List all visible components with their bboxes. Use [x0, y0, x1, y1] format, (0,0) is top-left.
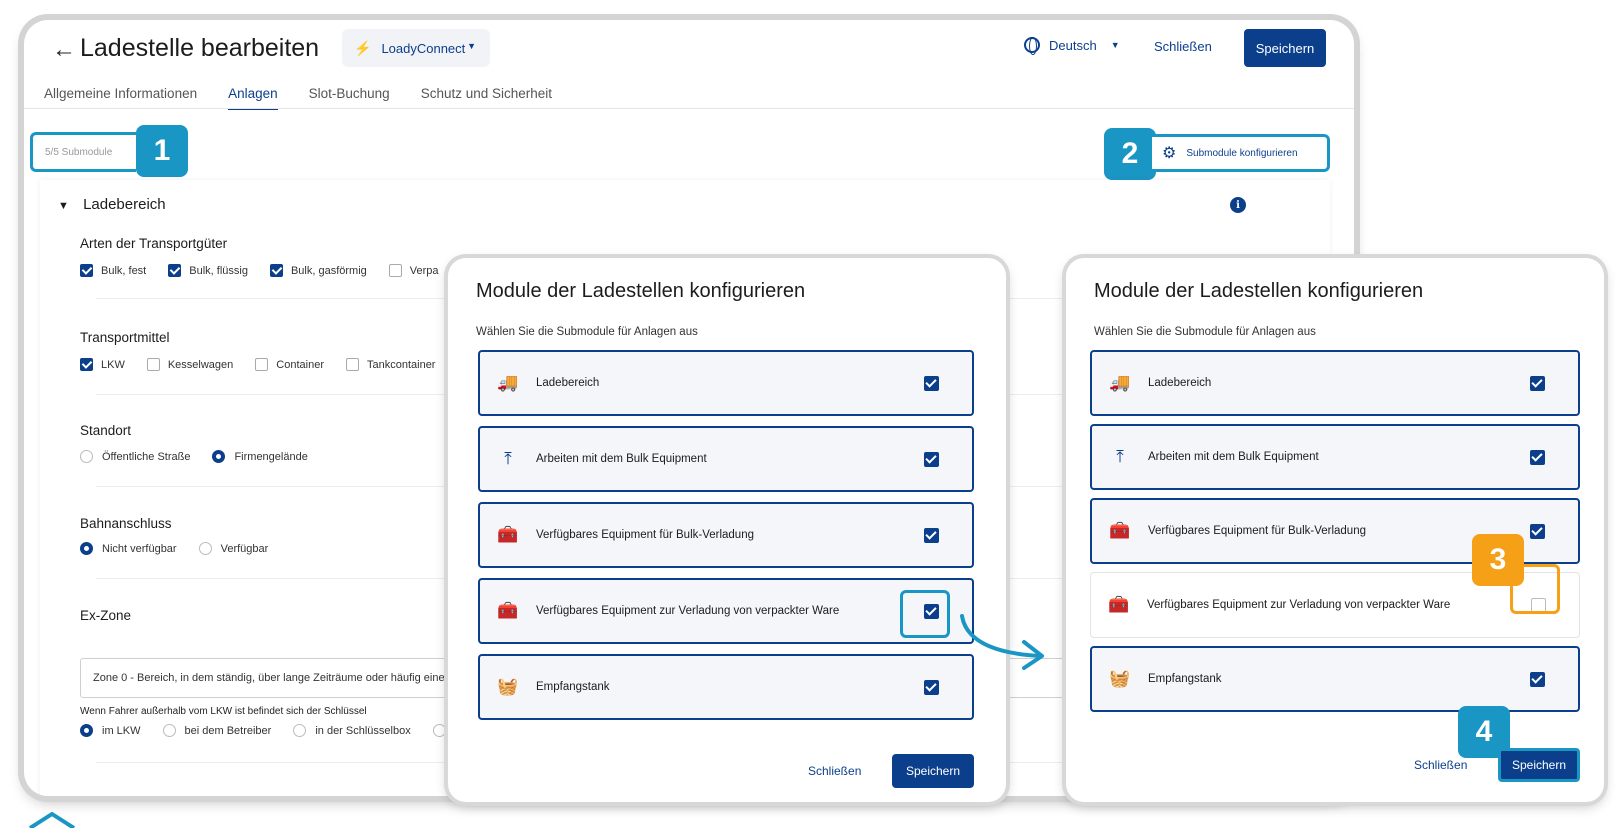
rail-option[interactable]	[80, 542, 177, 555]
save-button[interactable]: Speichern	[1244, 29, 1326, 67]
module-checkbox[interactable]	[1530, 672, 1545, 687]
logo-icon	[28, 812, 76, 828]
module-checkbox[interactable]	[1530, 524, 1545, 539]
module-label: Verfügbares Equipment für Bulk-Verladung	[536, 529, 754, 541]
module-item-receiving-tank[interactable]	[478, 654, 974, 720]
module-item-bulk-equipment[interactable]	[478, 426, 974, 492]
location-option[interactable]	[212, 450, 307, 463]
section-header[interactable]	[58, 196, 166, 213]
option-label: Bulk, gasförmig	[290, 264, 367, 277]
option-label: Tankcontainer	[366, 358, 436, 371]
module-item-ladebereich[interactable]	[478, 350, 974, 416]
location-title: Standort	[80, 423, 132, 438]
truck-icon: 🚚	[497, 373, 519, 392]
transport-option[interactable]	[255, 358, 324, 371]
option-label: Bulk, flüssig	[189, 264, 248, 277]
tab-anlagen[interactable]: Anlagen	[228, 82, 278, 122]
option-label: bei dem Betreiber	[184, 724, 272, 737]
configure-label: Submodule konfigurieren	[1186, 147, 1298, 159]
transport-option[interactable]	[147, 358, 233, 371]
module-label: Arbeiten mit dem Bulk Equipment	[1148, 451, 1319, 463]
module-label: Ladebereich	[536, 377, 600, 389]
transport-option[interactable]	[346, 358, 436, 371]
tab-slot-booking[interactable]: Slot-Buchung	[308, 86, 390, 101]
app-switcher[interactable]	[342, 29, 490, 67]
highlight-box	[1510, 564, 1560, 614]
caret-down-icon: ▼	[467, 41, 476, 51]
radio[interactable]	[80, 542, 93, 555]
tab-bar	[44, 82, 583, 122]
step-badge-4: 4	[1458, 706, 1510, 758]
info-icon[interactable]: i	[1230, 197, 1246, 213]
checkbox[interactable]	[80, 264, 93, 277]
tab-general[interactable]: Allgemeine Informationen	[44, 86, 198, 101]
option-label: Verfügbar	[220, 542, 269, 555]
option-label: Firmengelände	[234, 450, 308, 463]
checkbox[interactable]	[80, 358, 93, 371]
transport-options	[80, 358, 457, 371]
module-checkbox[interactable]	[924, 528, 939, 543]
modal-close-button[interactable]: Schließen	[1414, 758, 1468, 772]
key-options	[80, 724, 477, 737]
goods-options	[80, 264, 461, 277]
rail-title: Bahnanschluss	[80, 516, 172, 531]
key-option[interactable]	[293, 724, 410, 737]
module-checkbox[interactable]	[924, 452, 939, 467]
option-label: LKW	[101, 358, 125, 371]
checkbox[interactable]	[255, 358, 268, 371]
radio[interactable]	[80, 724, 93, 737]
exzone-select[interactable]: Zone 0 - Bereich, in dem ständig, über lange Zeiträume oder häufig eine	[80, 658, 1260, 698]
toolbox-icon: 🧰	[1109, 521, 1131, 540]
chevron-down-icon: ▼	[58, 200, 69, 212]
goods-option[interactable]	[80, 264, 146, 277]
modal-save-button[interactable]: Speichern	[1498, 748, 1580, 782]
module-item-ladebereich[interactable]	[1090, 350, 1580, 416]
toolbox-icon: 🧰	[497, 601, 519, 620]
language-selector[interactable]	[1024, 37, 1120, 53]
modal-title: Module der Ladestellen konfigurieren	[476, 280, 806, 302]
module-item-bulk-equipment[interactable]	[1090, 424, 1580, 490]
checkbox[interactable]	[389, 264, 402, 277]
module-item-receiving-tank[interactable]	[1090, 646, 1580, 712]
tab-safety[interactable]: Schutz und Sicherheit	[420, 86, 553, 101]
option-label: Bulk, fest	[101, 264, 147, 277]
transport-option[interactable]	[80, 358, 125, 371]
module-checkbox[interactable]	[924, 376, 939, 391]
toolbox-icon: 🧰	[1108, 595, 1130, 614]
globe-icon	[1024, 37, 1040, 53]
upload-icon: ⤒	[1116, 447, 1124, 466]
goods-option[interactable]	[168, 264, 248, 277]
radio[interactable]	[163, 724, 176, 737]
tab-divider	[24, 108, 1354, 109]
modal-subtitle: Wählen Sie die Submodule für Anlagen aus	[476, 326, 698, 338]
key-location-label: Wenn Fahrer außerhalb vom LKW ist befindet sich der Schlüssel	[80, 706, 367, 717]
radio[interactable]	[199, 542, 212, 555]
exzone-title: Ex-Zone	[80, 608, 132, 623]
module-checkbox[interactable]	[924, 680, 939, 695]
radio[interactable]	[80, 450, 93, 463]
configure-submodules-button[interactable]	[1152, 134, 1330, 172]
location-options	[80, 450, 330, 463]
gear-icon: ⚙	[1162, 145, 1177, 162]
radio[interactable]	[212, 450, 225, 463]
close-button[interactable]: Schließen	[1154, 39, 1212, 54]
module-label: Verfügbares Equipment zur Verladung von verpackter Ware	[536, 605, 840, 617]
step-badge-1: 1	[136, 125, 188, 177]
module-label: Ladebereich	[1148, 377, 1212, 389]
option-label: in der Schlüsselbox	[315, 724, 411, 737]
module-item-bulk-loading[interactable]	[478, 502, 974, 568]
modal-save-button[interactable]: Speichern	[892, 754, 974, 788]
location-option[interactable]	[80, 450, 190, 463]
module-checkbox[interactable]	[1530, 450, 1545, 465]
section-title: Ladebereich	[83, 196, 166, 213]
option-label: Kesselwagen	[167, 358, 234, 371]
modal-close-button[interactable]: Schließen	[808, 764, 862, 778]
option-label: Öffentliche Straße	[102, 450, 191, 463]
back-arrow-icon[interactable]: ←	[52, 36, 76, 63]
radio[interactable]	[433, 724, 446, 737]
goods-option[interactable]	[270, 264, 367, 277]
option-label: Nicht verfügbar	[102, 542, 177, 555]
transport-title: Transportmittel	[80, 330, 170, 345]
checkbox[interactable]	[168, 264, 181, 277]
module-checkbox[interactable]	[1530, 376, 1545, 391]
upload-icon: ⤒	[504, 449, 512, 468]
checkbox[interactable]	[147, 358, 160, 371]
plug-icon: ⚡	[354, 39, 372, 56]
option-label: Container	[276, 358, 324, 371]
module-label: Verfügbares Equipment für Bulk-Verladung	[1148, 525, 1366, 537]
option-label: im LKW	[102, 724, 141, 737]
goods-option[interactable]	[389, 264, 439, 277]
rail-options	[80, 542, 290, 555]
rail-option[interactable]	[199, 542, 269, 555]
configure-modal-after	[1066, 258, 1604, 802]
module-label: Arbeiten mit dem Bulk Equipment	[536, 453, 707, 465]
radio[interactable]	[293, 724, 306, 737]
step-badge-3: 3	[1472, 534, 1524, 586]
checkbox[interactable]	[346, 358, 359, 371]
submodule-count: 5/5 Submodule	[30, 132, 136, 172]
key-option[interactable]	[163, 724, 272, 737]
goods-title: Arten der Transportgüter	[80, 236, 228, 251]
modal-subtitle: Wählen Sie die Submodule für Anlagen aus	[1094, 326, 1316, 338]
page-title: Ladestelle bearbeiten	[80, 34, 320, 62]
option-label: Verpa	[409, 264, 439, 277]
modal-title: Module der Ladestellen konfigurieren	[1094, 280, 1424, 302]
caret-down-icon: ▼	[1110, 40, 1120, 50]
module-label: Empfangstank	[536, 681, 610, 693]
module-label: Verfügbares Equipment zur Verladung von verpackter Ware	[1147, 599, 1451, 611]
checkbox[interactable]	[270, 264, 283, 277]
app-name: LoadyConnect	[381, 40, 466, 56]
toolbox-icon: 🧰	[497, 525, 519, 544]
truck-icon: 🚚	[1109, 373, 1131, 392]
basket-icon: 🧺	[1109, 669, 1131, 688]
highlight-box	[900, 590, 950, 638]
key-option[interactable]	[80, 724, 141, 737]
language-label: Deutsch	[1049, 37, 1097, 53]
basket-icon: 🧺	[497, 677, 519, 696]
configure-modal-before	[448, 258, 1006, 802]
step-badge-2: 2	[1104, 128, 1156, 180]
top-bar	[24, 20, 1354, 80]
transition-arrow-icon	[958, 612, 1048, 672]
module-label: Empfangstank	[1148, 673, 1222, 685]
